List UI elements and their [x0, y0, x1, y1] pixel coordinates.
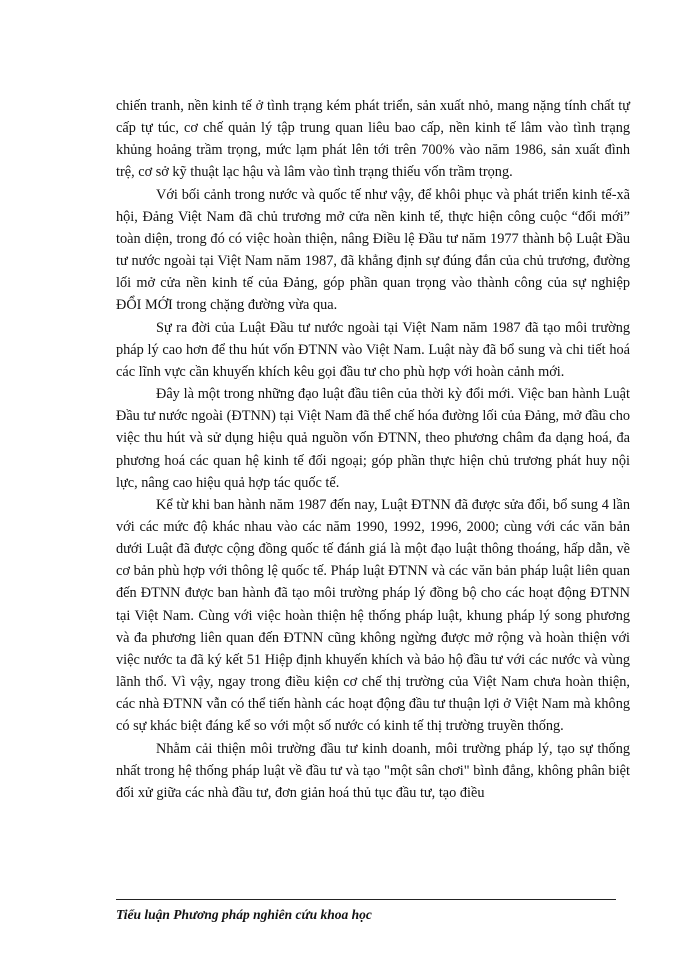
footer-title: Tiểu luận Phương pháp nghiên cứu khoa học	[116, 907, 372, 922]
paragraph-6: Nhằm cải thiện môi trường đầu tư kinh doanh, môi trường pháp lý, tạo sự thống nhất trong hệ thống pháp luật về đầu tư và tạo "một sân chơi" bình đẳng, không phân biệt đối xử giữa các nhà đầu tư, đơn giản hoá thủ tục đầu tư, tạo điều	[116, 740, 630, 801]
footer-divider	[116, 899, 616, 900]
document-body	[116, 95, 630, 804]
paragraph-2: Với bối cảnh trong nước và quốc tế như vậy, để khôi phục và phát triển kinh tế-xã hội, Đảng Việt Nam đã chủ trương mở cửa nền kinh tế, thực hiện công cuộc “đổi mới” toàn diện, trong đó có việc hoàn thiện, nâng Điều lệ Đầu tư năm 1977 thành bộ Luật Đầu tư nước ngoài tại Việt Nam năm 1987, đã khẳng định sự đúng đắn của chủ trương, đường lối mở cửa nền kinh tế của Đảng, góp phần quan trọng vào thành công của sự nghiệp ĐỔI MỚI trong chặng đường vừa qua.	[116, 186, 630, 314]
paragraph-3: Sự ra đời của Luật Đầu tư nước ngoài tại Việt Nam năm 1987 đã tạo môi trường pháp lý cao hơn để thu hút vốn ĐTNN vào Việt Nam. Luật này đã bổ sung và chi tiết hoá các lĩnh vực cần khuyến khích kêu gọi đầu tư cho phù hợp với hoàn cảnh mới.	[116, 319, 630, 380]
paragraph-5: Kể từ khi ban hành năm 1987 đến nay, Luật ĐTNN đã được sửa đổi, bổ sung 4 lần với các mức độ khác nhau vào các năm 1990, 1992, 1996, 2000; cùng với các văn bản dưới Luật đã được cộng đồng quốc tế đánh giá là một đạo luật thông thoáng, hấp dẫn, về cơ bản phù hợp với thông lệ quốc tế. Pháp luật ĐTNN và các văn bản pháp luật liên quan đến ĐTNN được ban hành đã tạo môi trường pháp lý đồng bộ cho các hoạt động ĐTNN tại Việt Nam. Cùng với việc hoàn thiện hệ thống pháp luật, khung pháp lý song phương và đa phương liên quan đến ĐTNN cũng không ngừng được mở rộng và hoàn thiện với việc nước ta đã ký kết 51 Hiệp định khuyến khích và bảo hộ đầu tư với các nước và vùng lãnh thổ. Vì vậy, ngay trong điều kiện cơ chế thị trường của Việt Nam chưa hoàn thiện, các nhà ĐTNN vẫn có thể tiến hành các hoạt động đầu tư thuận lợi ở Việt Nam mà không có sự khác biệt đáng kể so với một số nước có kinh tế thị trường truyền thống.	[116, 496, 630, 735]
paragraph-1: chiến tranh, nền kinh tế ở tình trạng kém phát triển, sản xuất nhỏ, mang nặng tính chất tự cấp tự túc, cơ chế quản lý tập trung quan liêu bao cấp, nền kinh tế lâm vào tình trạng khủng hoảng trầm trọng, mức lạm phát lên tới trên 700% vào năm 1986, sản xuất đình trệ, cơ sở kỹ thuật lạc hậu và lâm vào tình trạng thiếu vốn trầm trọng.	[116, 98, 630, 181]
paragraph-4: Đây là một trong những đạo luật đầu tiên của thời kỳ đổi mới. Việc ban hành Luật Đầu tư nước ngoài (ĐTNN) tại Việt Nam đã thể chế hóa đường lối của Đảng, mở đầu cho việc thu hút và sử dụng hiệu quả nguồn vốn ĐTNN, theo phương châm đa dạng hoá, đa phương hoá các quan hệ kinh tế đối ngoại; góp phần thực hiện chủ trương phát huy nội lực, nâng cao hiệu quả hợp tác quốc tế.	[116, 386, 630, 491]
